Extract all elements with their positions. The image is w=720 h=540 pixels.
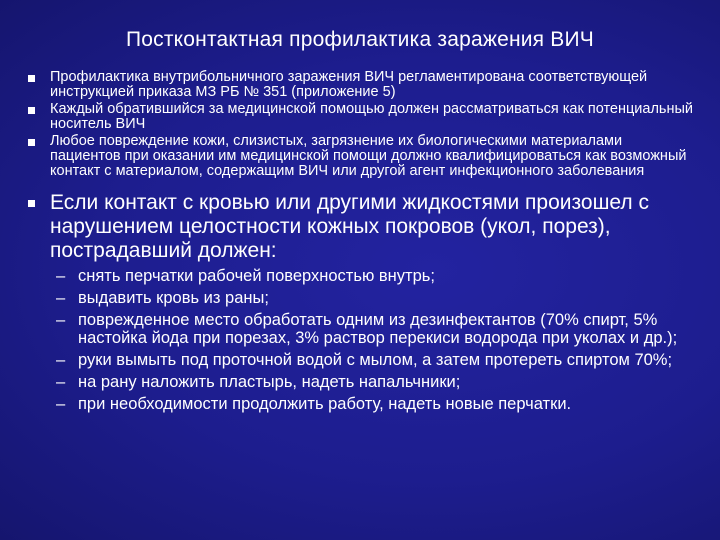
sub-item	[50, 311, 696, 347]
dash-bullet-icon: –	[56, 267, 66, 285]
sub-list	[50, 267, 696, 413]
sub-item	[50, 373, 696, 391]
sub-item	[50, 395, 696, 413]
bullet-item	[24, 134, 696, 179]
bullet-item	[24, 70, 696, 100]
bullet-text: Любое повреждение кожи, слизистых, загрязнение их биологическими материалами пациентов при оказании им медицинской помощи должно квалифицироваться как возможный контакт с материалом, содержащим ВИЧ или другой агент инфекционного заболевания	[50, 133, 687, 179]
sub-item	[50, 267, 696, 285]
bullet-text: Каждый обратившийся за медицинской помощью должен рассматриваться как потенциальный носитель ВИЧ	[50, 101, 694, 132]
sub-item	[50, 289, 696, 307]
sub-item	[50, 351, 696, 369]
dash-bullet-icon: –	[56, 373, 66, 391]
bullet-list	[24, 70, 696, 417]
sub-text: выдавить кровь из раны;	[78, 289, 269, 307]
dash-bullet-icon: –	[56, 395, 66, 413]
sub-text: руки вымыть под проточной водой с мылом, а затем протереть спиртом 70%;	[78, 351, 673, 369]
bullet-item	[24, 102, 696, 132]
sub-text: снять перчатки рабочей поверхностью внутрь;	[78, 267, 435, 285]
slide-title: Постконтактная профилактика заражения ВИЧ	[125, 28, 594, 51]
sub-text: на рану наложить пластырь, надеть напальчники;	[78, 373, 461, 391]
sub-text: поврежденное место обработать одним из дезинфектантов (70% спирт, 5% настойка йода при порезах, 3% раствор перекиси водорода при уколах и др.);	[78, 311, 678, 347]
bullet-text: Профилактика внутрибольничного заражения ВИЧ регламентирована соответствующей инструкцией приказа МЗ РБ № 351 (приложение 5)	[50, 69, 648, 100]
sub-text: при необходимости продолжить работу, надеть новые перчатки.	[78, 395, 572, 413]
square-bullet-icon	[28, 200, 35, 207]
square-bullet-icon	[28, 75, 35, 82]
dash-bullet-icon: –	[56, 311, 66, 329]
square-bullet-icon	[28, 107, 35, 114]
bullet-text: Если контакт с кровью или другими жидкостями произошел с нарушением целостности кожных покровов (укол, порез), пострадавший должен:	[50, 191, 650, 262]
dash-bullet-icon: –	[56, 351, 66, 369]
bullet-item	[24, 191, 696, 413]
dash-bullet-icon: –	[56, 289, 66, 307]
square-bullet-icon	[28, 139, 35, 146]
